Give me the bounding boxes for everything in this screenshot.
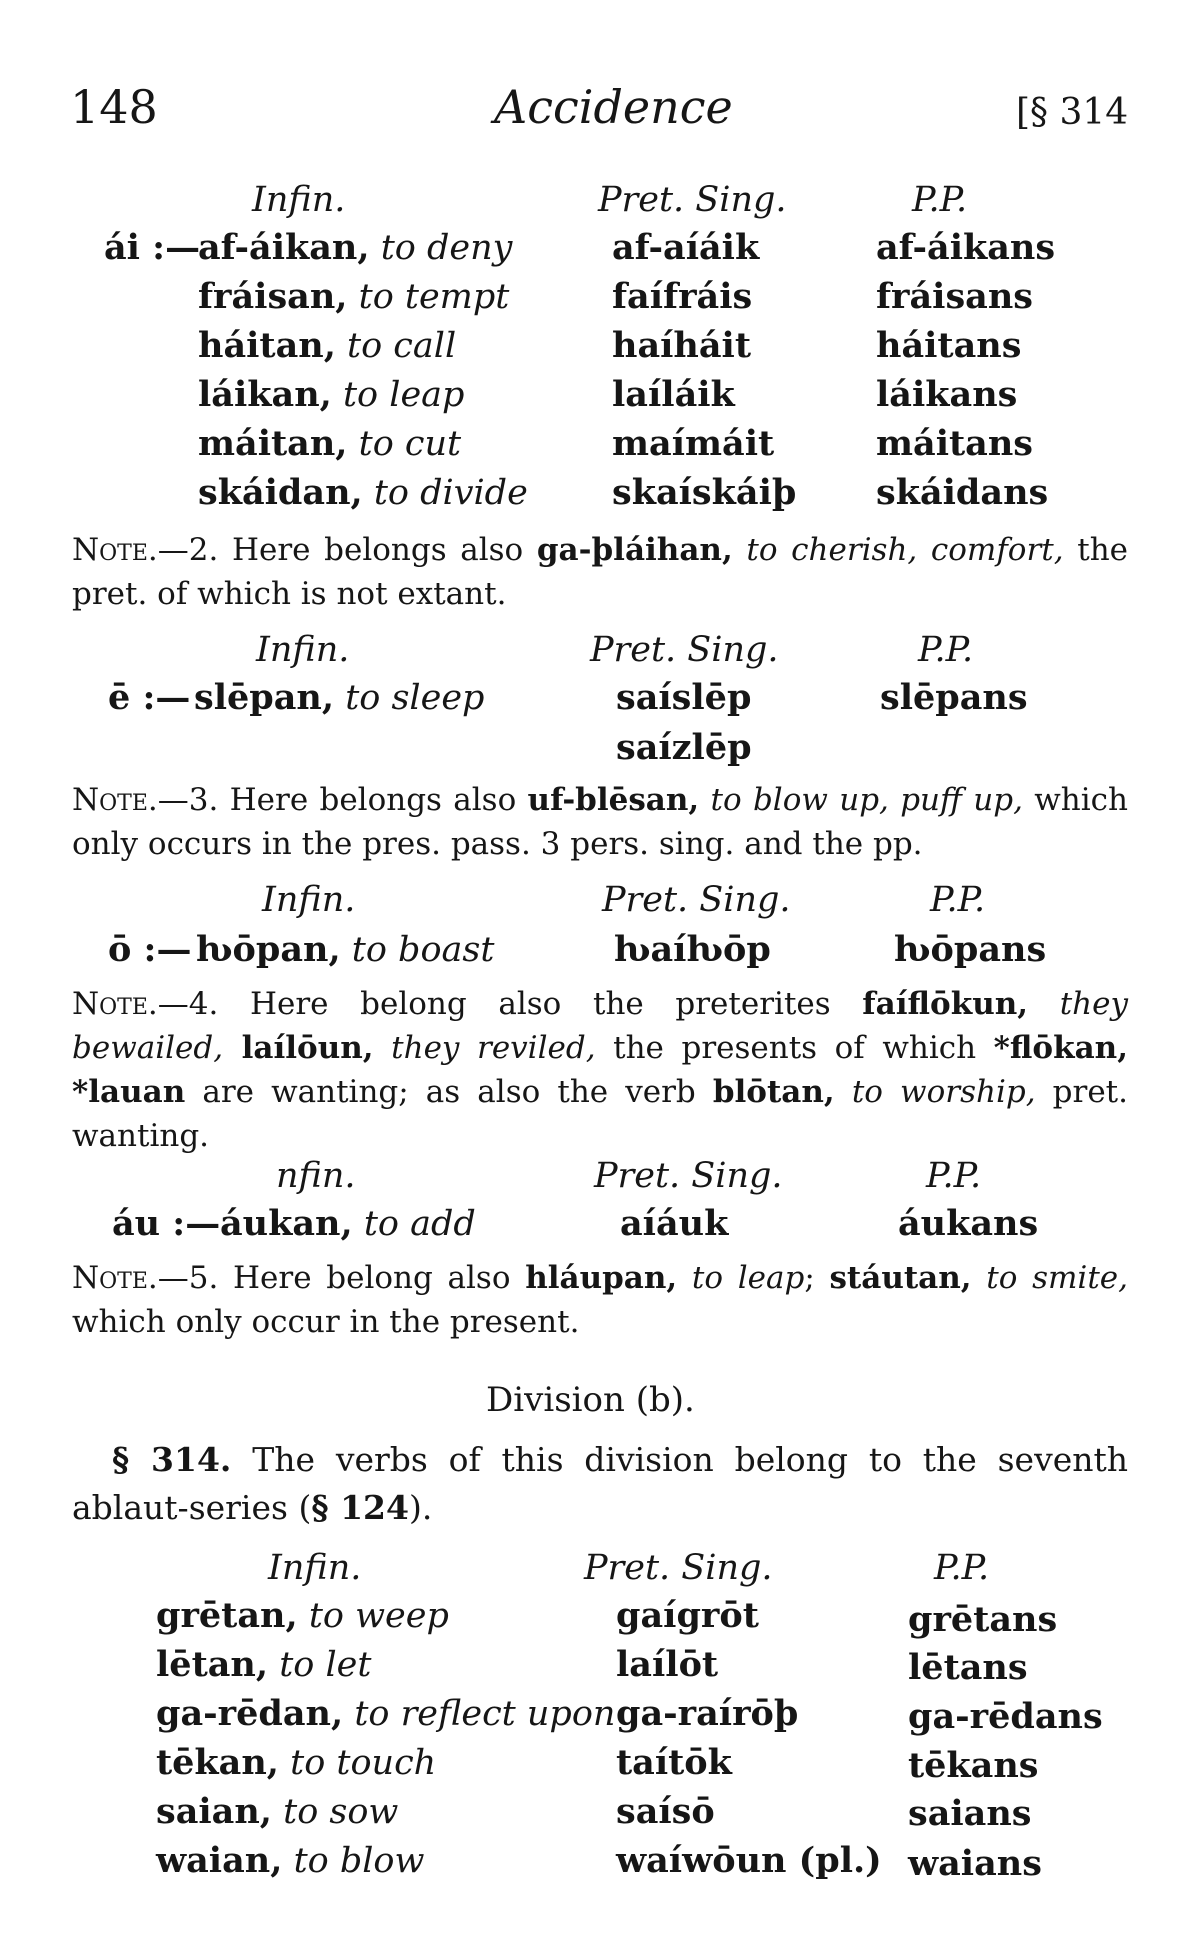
table-row [196, 926, 494, 974]
past-participle: háitans [876, 325, 1022, 366]
page-number: 148 [70, 80, 158, 134]
infinitive: skáidan, [198, 472, 363, 513]
infinitive: af-áikan, [198, 227, 370, 268]
column-header-pret-sing: Pret. Sing. [598, 180, 787, 220]
infinitive: áukan, [220, 1203, 353, 1244]
gloss: to sow [283, 1792, 399, 1832]
preterite: faífráis [612, 276, 753, 317]
past-participle: máitans [876, 423, 1034, 464]
gloss: to call [347, 326, 457, 366]
table-row [156, 1837, 424, 1885]
gothic-word: blōtan, [712, 1074, 835, 1110]
note-label: Note. [72, 986, 158, 1022]
note-3: Note.—3. Here belongs also uf-blēsan, to blow up, puff up, which only occurs in the pres. pass. 3 pers. sing. and the pp. [72, 782, 1128, 862]
infinitive: ƕōpan, [196, 929, 341, 970]
preterite-variant: saízlēp [616, 727, 752, 768]
preterite: saíslēp [616, 677, 752, 718]
preterite: laílōt [616, 1644, 719, 1685]
infinitive: máitan, [198, 423, 348, 464]
column-header-infin: Infin. [268, 1548, 362, 1588]
column-header-pret-sing: Pret. Sing. [590, 630, 779, 670]
gloss: they reviled, [373, 1030, 596, 1066]
infinitive: láikan, [198, 374, 332, 415]
column-header-pret-sing: Pret. Sing. [594, 1156, 783, 1196]
gloss: to reflect upon [354, 1694, 616, 1734]
infinitive: tēkan, [156, 1742, 279, 1783]
past-participle: ƕōpans [894, 929, 1047, 970]
gothic-word: laílōun, [223, 1030, 374, 1066]
table-row [194, 674, 484, 722]
column-header-infin: nfin. [276, 1156, 356, 1196]
preterite: waíwōun (pl.) [616, 1840, 882, 1881]
past-participle: waians [908, 1843, 1042, 1884]
gloss: to blow up, puff up, [699, 782, 1023, 818]
past-participle: slēpans [880, 677, 1028, 718]
preterite: ƕaíƕōp [614, 929, 771, 970]
column-header-pp: P.P. [912, 180, 968, 220]
infinitive: ga-rēdan, [156, 1693, 344, 1734]
past-participle: lētans [908, 1647, 1028, 1688]
note-label: Note. [72, 1260, 158, 1296]
column-header-infin: Infin. [252, 180, 346, 220]
running-title: Accidence [494, 80, 733, 134]
preterite: aíáuk [620, 1203, 729, 1244]
infinitive: fráisan, [198, 276, 348, 317]
past-participle: grētans [908, 1599, 1058, 1640]
infinitive: grētan, [156, 1595, 298, 1636]
vowel-marker: ō :— [108, 929, 192, 970]
vowel-marker: ái :— [104, 227, 201, 268]
infinitive: lētan, [156, 1644, 269, 1685]
past-participle: áukans [898, 1203, 1039, 1244]
gloss: to boast [351, 930, 495, 970]
gothic-word: *flōkan, *lauan [72, 1030, 1128, 1110]
note-5: Note.—5. Here belong also hláupan, to leap; stáutan, to smite, which only occur in the present. [72, 1260, 1128, 1340]
gloss: to deny [380, 228, 513, 268]
column-header-pret-sing: Pret. Sing. [584, 1548, 773, 1588]
gloss: to divide [373, 473, 528, 513]
preterite: gaígrōt [616, 1595, 759, 1636]
cross-reference: § 124 [311, 1488, 409, 1527]
column-header-infin: Infin. [256, 630, 350, 670]
gloss: to leap [677, 1260, 805, 1296]
past-participle: saians [908, 1793, 1032, 1834]
preterite: af-aíáik [612, 227, 760, 268]
section-paragraph: § 314. The verbs of this division belong to the seventh ablaut-series (§ 124). [72, 1440, 1129, 1527]
section-reference: [§ 314 [1016, 92, 1129, 133]
note-2: Note.—2. Here belongs also ga-þláihan, to cherish, comfort, the pret. of which is not extant. [72, 532, 1129, 612]
section-number: § 314. [112, 1440, 232, 1479]
table-row [156, 1739, 436, 1787]
column-header-pp: P.P. [930, 880, 986, 920]
gloss: to weep [308, 1596, 449, 1636]
table-row [198, 224, 512, 272]
past-participle: af-áikans [876, 227, 1056, 268]
column-header-infin: Infin. [262, 880, 356, 920]
gothic-word: uf-blēsan, [527, 782, 700, 818]
table-row [156, 1788, 398, 1836]
division-heading: Division (b). [486, 1380, 695, 1420]
past-participle: tēkans [908, 1745, 1039, 1786]
past-participle: skáidans [876, 472, 1049, 513]
past-participle: fráisans [876, 276, 1034, 317]
infinitive: slēpan, [194, 677, 335, 718]
gloss: to smite, [971, 1260, 1128, 1296]
note-label: Note. [72, 782, 158, 818]
table-row [198, 371, 464, 419]
gothic-word: hláupan, [525, 1260, 678, 1296]
infinitive: háitan, [198, 325, 336, 366]
past-participle: láikans [876, 374, 1018, 415]
gothic-word: stáutan, [829, 1260, 972, 1296]
gloss: to leap [342, 375, 465, 415]
gloss: to tempt [358, 277, 510, 317]
preterite: skaískáiþ [612, 472, 797, 513]
table-row [198, 469, 528, 517]
preterite: taítōk [616, 1742, 732, 1783]
column-header-pp: P.P. [934, 1548, 990, 1588]
vowel-marker: áu :— [112, 1203, 221, 1244]
table-row [198, 420, 461, 468]
gloss: to sleep [345, 678, 485, 718]
gloss: to touch [290, 1743, 437, 1783]
note-label: Note. [72, 532, 158, 568]
table-row [198, 273, 509, 321]
preterite: saísō [616, 1791, 715, 1832]
gloss: to cherish, comfort, [732, 532, 1064, 568]
gloss: to blow [293, 1841, 425, 1881]
column-header-pret-sing: Pret. Sing. [602, 880, 791, 920]
gothic-word: faíflōkun, [862, 986, 1029, 1022]
table-row [198, 322, 456, 370]
preterite: laíláik [612, 374, 735, 415]
table-row [156, 1592, 449, 1640]
past-participle: ga-rēdans [908, 1696, 1103, 1737]
table-row [156, 1690, 615, 1738]
gothic-word: ga-þláihan, [536, 532, 733, 568]
gloss: to worship, [834, 1074, 1036, 1110]
note-4: Note.—4. Here belong also the preterites faíflōkun, they bewailed, laílōun, they reviled, the presents of which *flōkan, *lauan are wanting; as also the verb blōtan, to worship, pret. wanting. [72, 986, 1128, 1154]
preterite: ga-raírōþ [616, 1693, 799, 1734]
table-row [156, 1641, 371, 1689]
column-header-pp: P.P. [926, 1156, 982, 1196]
infinitive: saian, [156, 1791, 272, 1832]
gloss: to let [279, 1645, 372, 1685]
table-row [220, 1200, 476, 1248]
preterite: maímáit [612, 423, 775, 464]
gloss: to cut [358, 424, 462, 464]
gloss: they bewailed, [72, 986, 1128, 1066]
preterite: haíháit [612, 325, 752, 366]
gloss: to add [363, 1204, 476, 1244]
column-header-pp: P.P. [918, 630, 974, 670]
infinitive: waian, [156, 1840, 283, 1881]
vowel-marker: ē :— [108, 677, 191, 718]
